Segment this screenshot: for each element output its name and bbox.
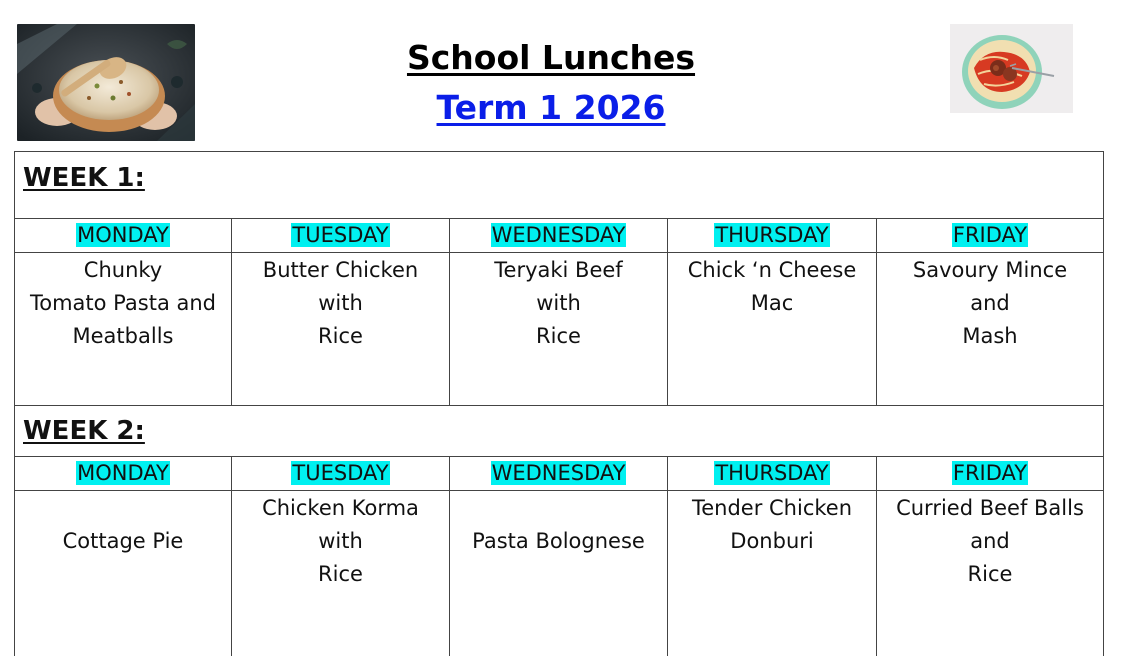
day-label: FRIDAY — [952, 223, 1028, 247]
week-1-day-row — [15, 219, 1104, 253]
spaghetti-meatballs-photo-icon — [950, 24, 1073, 113]
day-label: THURSDAY — [715, 461, 829, 485]
meal-cell: Chunky Tomato Pasta and Meatballs — [15, 253, 232, 406]
week-2-meal-row — [15, 491, 1104, 656]
lunch-menu-table — [14, 151, 1104, 656]
day-label: TUESDAY — [292, 223, 389, 247]
meal-cell: Chick ‘n Cheese Mac — [668, 253, 877, 406]
meal-cell: Tender Chicken Donburi — [668, 491, 877, 656]
day-label: MONDAY — [77, 223, 169, 247]
term-subtitle: Term 1 2026 — [436, 88, 666, 127]
week-1-meal-row — [15, 253, 1104, 406]
meal-cell: Pasta Bolognese — [450, 491, 668, 656]
week-2-heading: WEEK 2: — [15, 406, 1104, 457]
week-2-day-row — [15, 457, 1104, 491]
day-label: TUESDAY — [292, 461, 389, 485]
meal-cell: Savoury Mince and Mash — [877, 253, 1104, 406]
meal-cell: Chicken Korma with Rice — [232, 491, 450, 656]
header — [0, 0, 1122, 150]
day-label: FRIDAY — [952, 461, 1028, 485]
page-title: School Lunches — [406, 38, 696, 77]
week-1-heading: WEEK 1: — [15, 152, 1104, 219]
day-label: THURSDAY — [715, 223, 829, 247]
meal-cell: Teryaki Beef with Rice — [450, 253, 668, 406]
meal-cell: Curried Beef Balls and Rice — [877, 491, 1104, 656]
meal-cell: Cottage Pie — [15, 491, 232, 656]
day-label: WEDNESDAY — [491, 461, 626, 485]
day-label: WEDNESDAY — [491, 223, 626, 247]
title-block — [0, 34, 1102, 134]
day-label: MONDAY — [77, 461, 169, 485]
meal-cell: Butter Chicken with Rice — [232, 253, 450, 406]
